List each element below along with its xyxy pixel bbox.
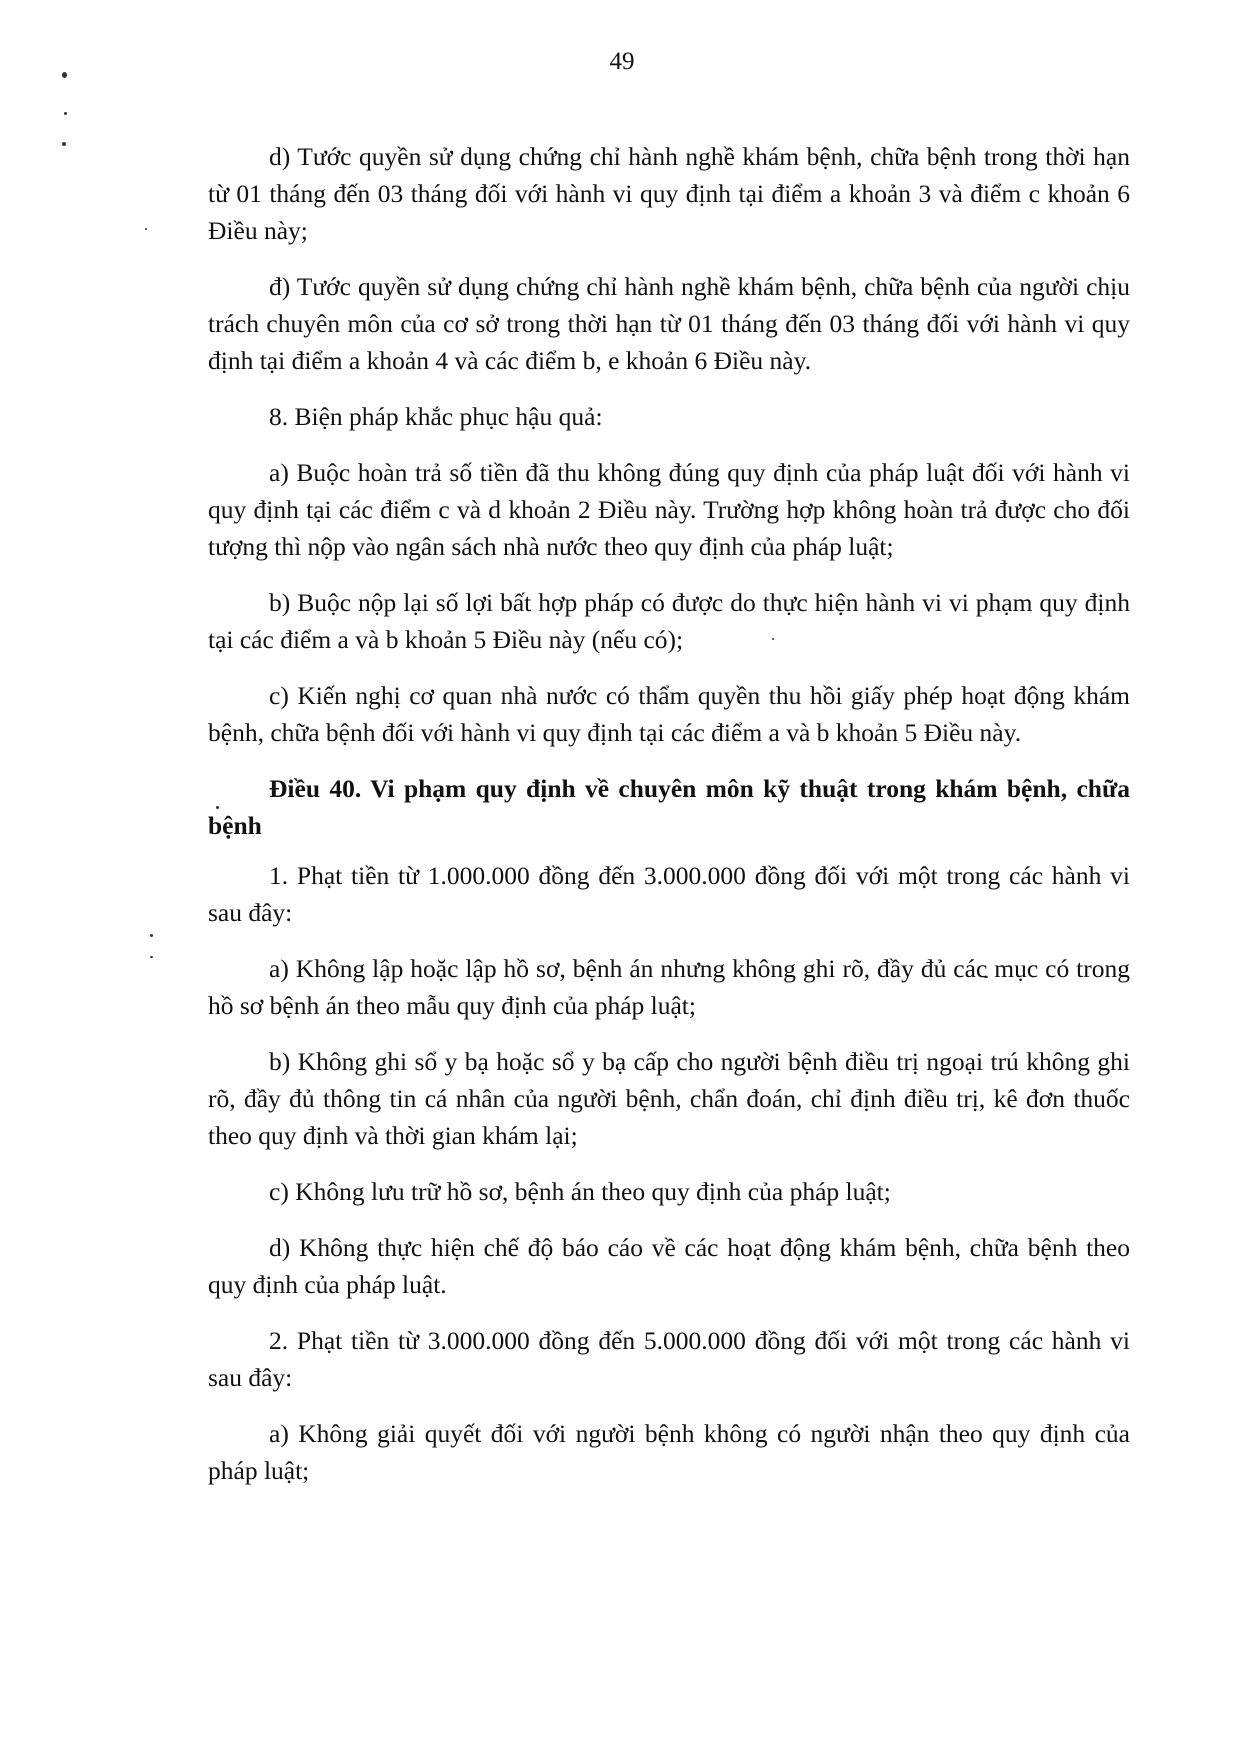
paragraph-8a: a) Buộc hoàn trả số tiền đã thu không đúng quy định của pháp luật đối với hành vi quy định tại các điểm c và d khoản 2 Điều này. Trường hợp không hoàn trả được cho đối tượng thì nộp vào ngân sách nhà nước theo quy định của pháp luật; <box>208 458 1130 561</box>
scan-speck <box>64 112 67 115</box>
paragraph-8b: b) Buộc nộp lại số lợi bất hợp pháp có được do thực hiện hành vi vi phạm quy định tại các điểm a và b khoản 5 Điều này (nếu có); <box>208 588 1130 654</box>
document-body <box>208 138 1130 1508</box>
article-40-heading: Điều 40. Vi phạm quy định về chuyên môn kỹ thuật trong khám bệnh, chữa bệnh <box>208 774 1130 840</box>
scan-speck <box>150 956 153 958</box>
paragraph-1b: b) Không ghi sổ y bạ hoặc sổ y bạ cấp cho người bệnh điều trị ngoại trú không ghi rõ, đầy đủ thông tin cá nhân của người bệnh, chẩn đoán, chỉ định điều trị, kê đơn thuốc theo quy định và thời gian khám lại; <box>208 1047 1130 1150</box>
scan-speck <box>145 228 147 230</box>
paragraph-8c: c) Kiến nghị cơ quan nhà nước có thẩm quyền thu hồi giấy phép hoạt động khám bệnh, chữa bệnh đối với hành vi quy định tại các điểm a và b khoản 5 Điều này. <box>208 681 1130 747</box>
scan-speck <box>62 72 67 78</box>
scan-speck <box>62 142 66 146</box>
paragraph-1d: d) Không thực hiện chế độ báo cáo về các hoạt động khám bệnh, chữa bệnh theo quy định của pháp luật. <box>208 1233 1130 1299</box>
paragraph-8: 8. Biện pháp khắc phục hậu quả: <box>269 402 603 431</box>
paragraph-2a: a) Không giải quyết đối với người bệnh không có người nhận theo quy định của pháp luật; <box>208 1419 1130 1485</box>
paragraph-7dd: đ) Tước quyền sử dụng chứng chỉ hành nghề khám bệnh, chữa bệnh của người chịu trách chuyên môn của cơ sở trong thời hạn từ 01 tháng đến 03 tháng đối với hành vi quy định tại điểm a khoản 4 và các điểm b, e khoản 6 Điều này. <box>208 272 1130 375</box>
paragraph-1: 1. Phạt tiền từ 1.000.000 đồng đến 3.000.000 đồng đối với một trong các hành vi sau đây: <box>208 861 1130 927</box>
page-number: 49 <box>609 48 635 75</box>
scan-speck <box>150 934 153 937</box>
paragraph-2: 2. Phạt tiền từ 3.000.000 đồng đến 5.000.000 đồng đối với một trong các hành vi sau đây: <box>208 1326 1130 1392</box>
paragraph-7d: d) Tước quyền sử dụng chứng chỉ hành nghề khám bệnh, chữa bệnh trong thời hạn từ 01 tháng đến 03 tháng đối với hành vi quy định tại điểm a khoản 3 và điểm c khoản 6 Điều này; <box>208 142 1130 245</box>
paragraph-1c: c) Không lưu trữ hồ sơ, bệnh án theo quy định của pháp luật; <box>269 1177 891 1206</box>
paragraph-1a: a) Không lập hoặc lập hồ sơ, bệnh án nhưng không ghi rõ, đầy đủ các mục có trong hồ sơ bệnh án theo mẫu quy định của pháp luật; <box>208 954 1130 1020</box>
